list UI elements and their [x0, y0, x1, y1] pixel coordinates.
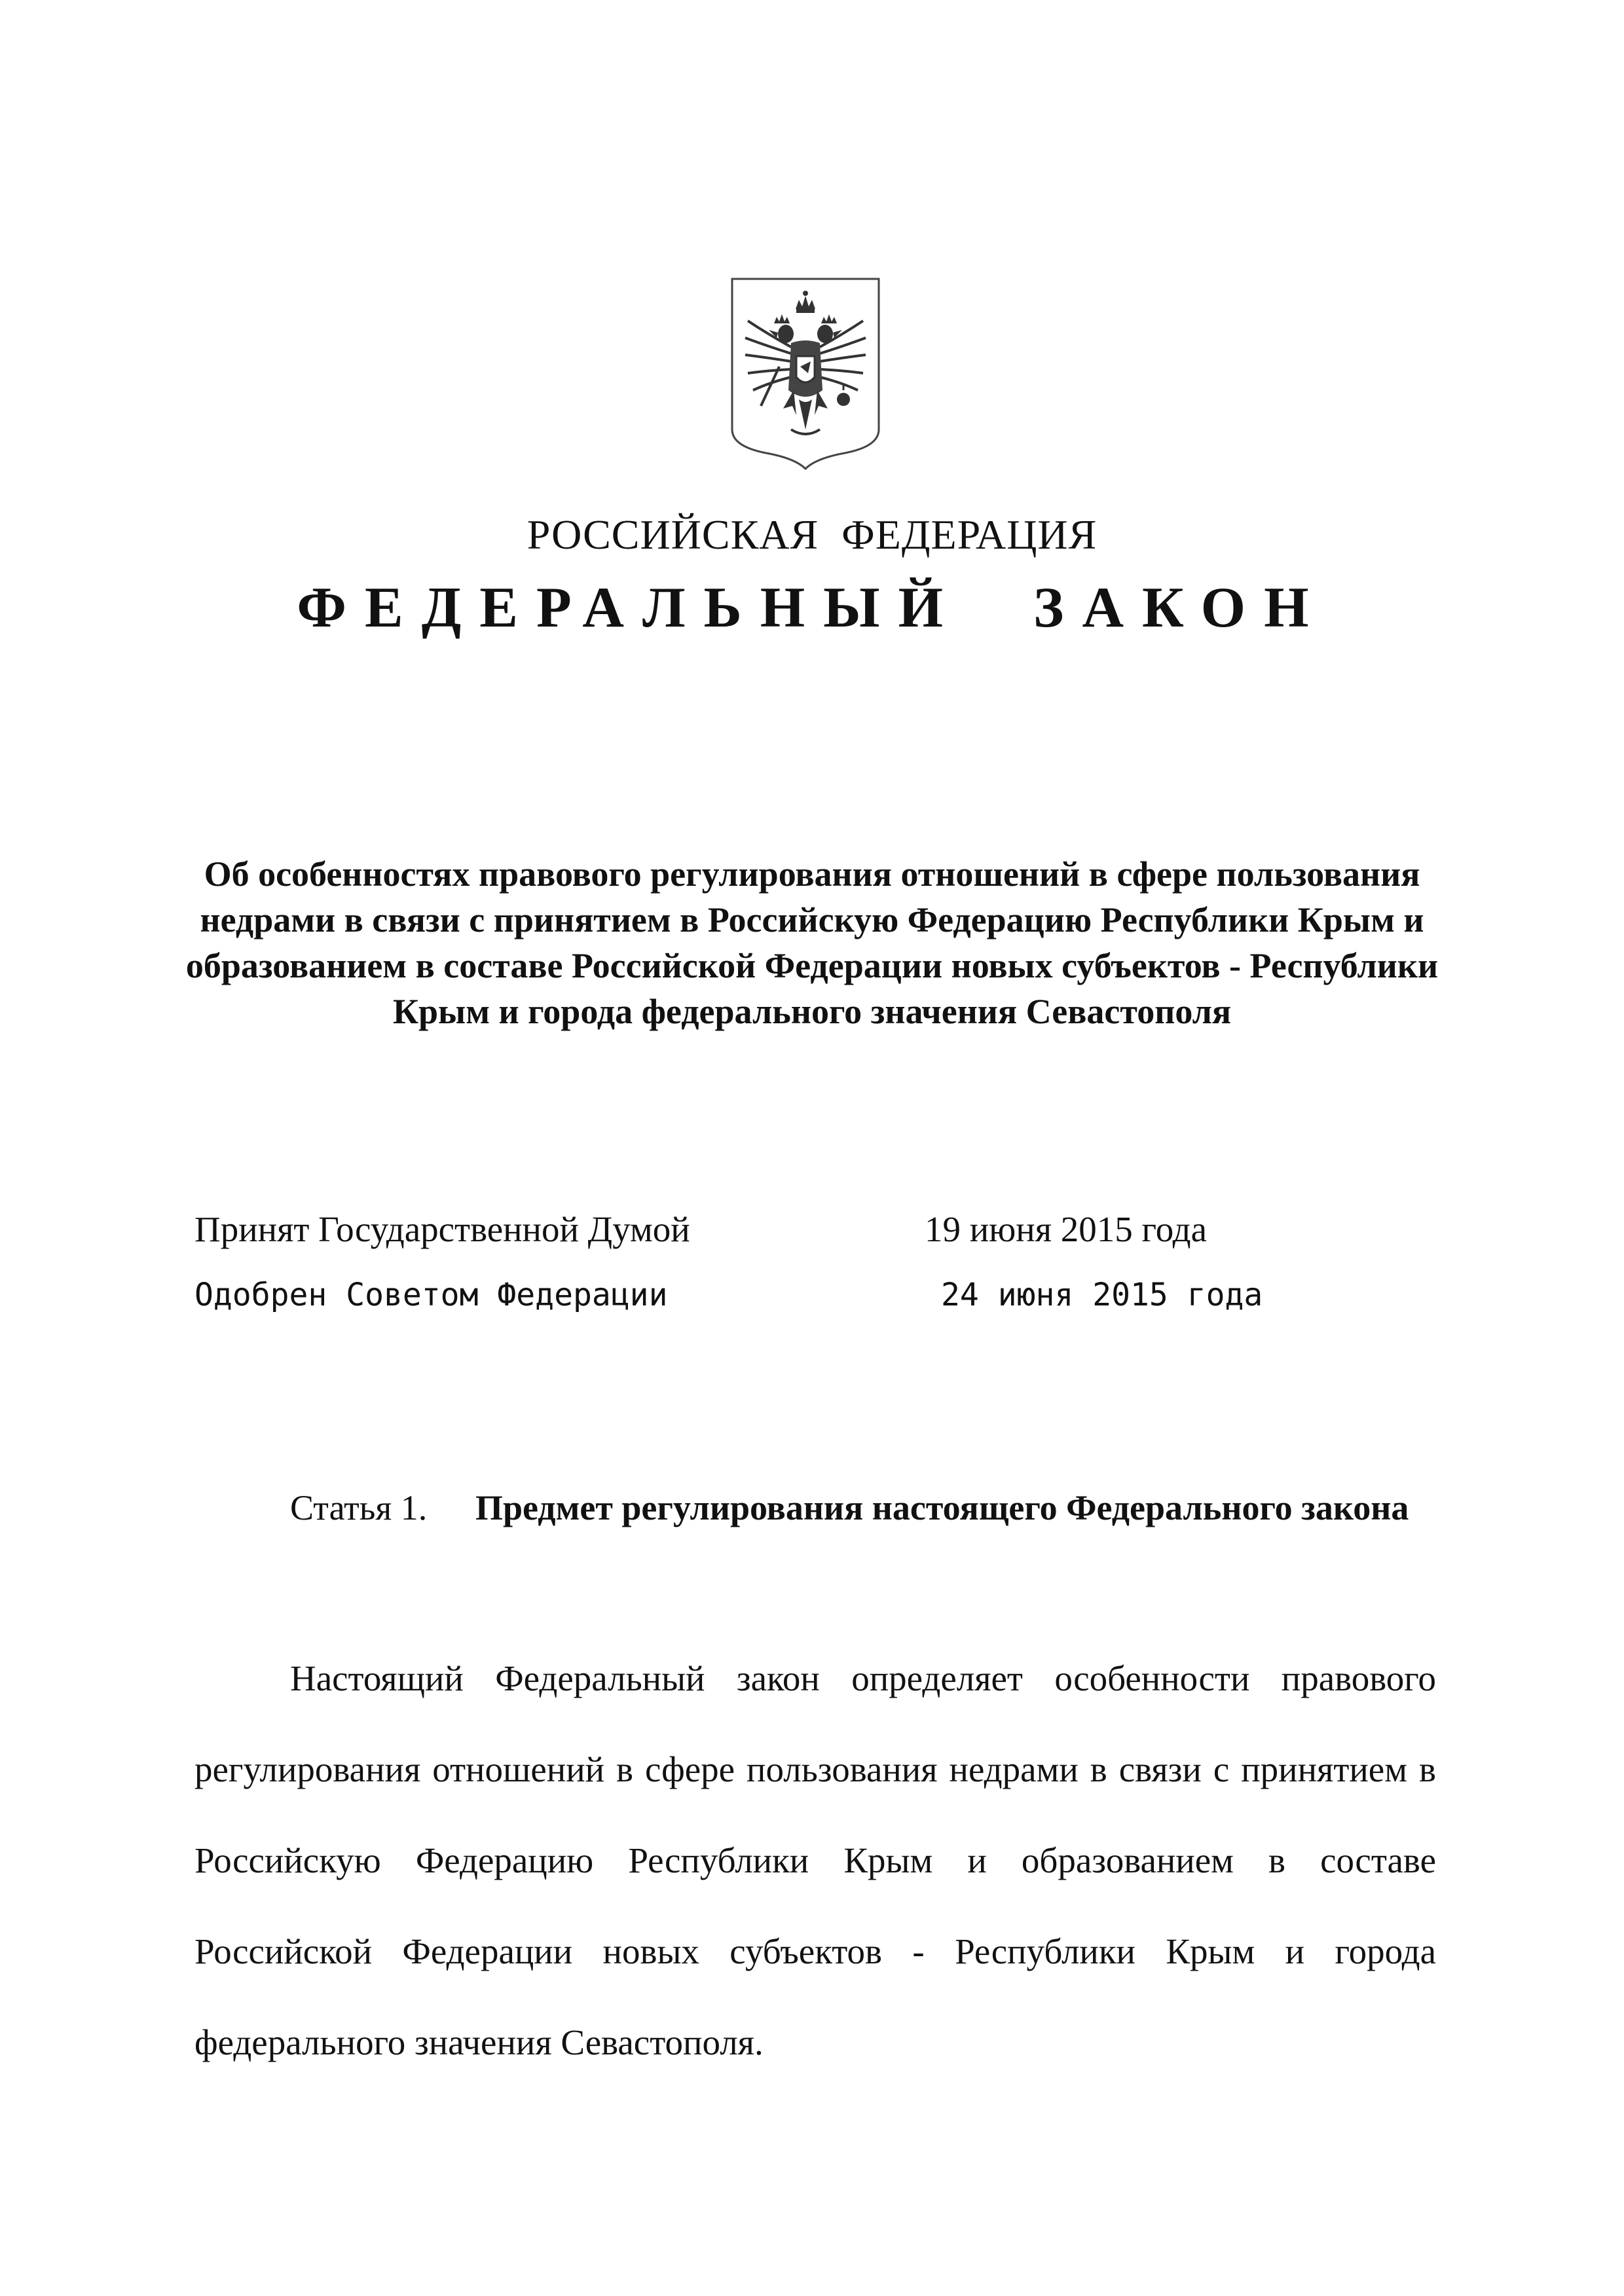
article-number: Статья 1. [290, 1488, 428, 1527]
adoption-row-council [194, 1277, 1282, 1322]
article-text: Настоящий Федеральный закон определяет особенности правового регулирования отношений в сфере пользования недрами в связи с принятием в Российскую Федерацию Республики Крым и образованием в составе Российской Федерации новых субъектов - Республики Крым и города федерального значения Севастополя. [194, 1658, 1436, 2062]
country-name: РОССИЙСКАЯ ФЕДЕРАЦИЯ [526, 511, 1098, 558]
law-title: Об особенностях правового регулирования отношений в сфере пользования недрами в связи с принятием в Российскую Федерацию Республики Крым и образованием в составе Российской Федерации новых субъектов - Республики Крым и города федерального значения Севастополя [185, 854, 1439, 1031]
adoption-row-duma [194, 1209, 1282, 1254]
council-label: Одобрен Советом Федерации [194, 1277, 668, 1313]
duma-label: Принят Государственной Думой [194, 1209, 690, 1249]
duma-date: 19 июня 2015 года [925, 1209, 1208, 1249]
article-title: Предмет регулирования настоящего Федерального закона [475, 1488, 1409, 1527]
coat-of-arms-icon [728, 275, 883, 471]
document-type: ФЕДЕРАЛЬНЫЙ ЗАКОН [297, 576, 1327, 640]
council-date: 24 июня 2015 года [941, 1277, 1263, 1313]
